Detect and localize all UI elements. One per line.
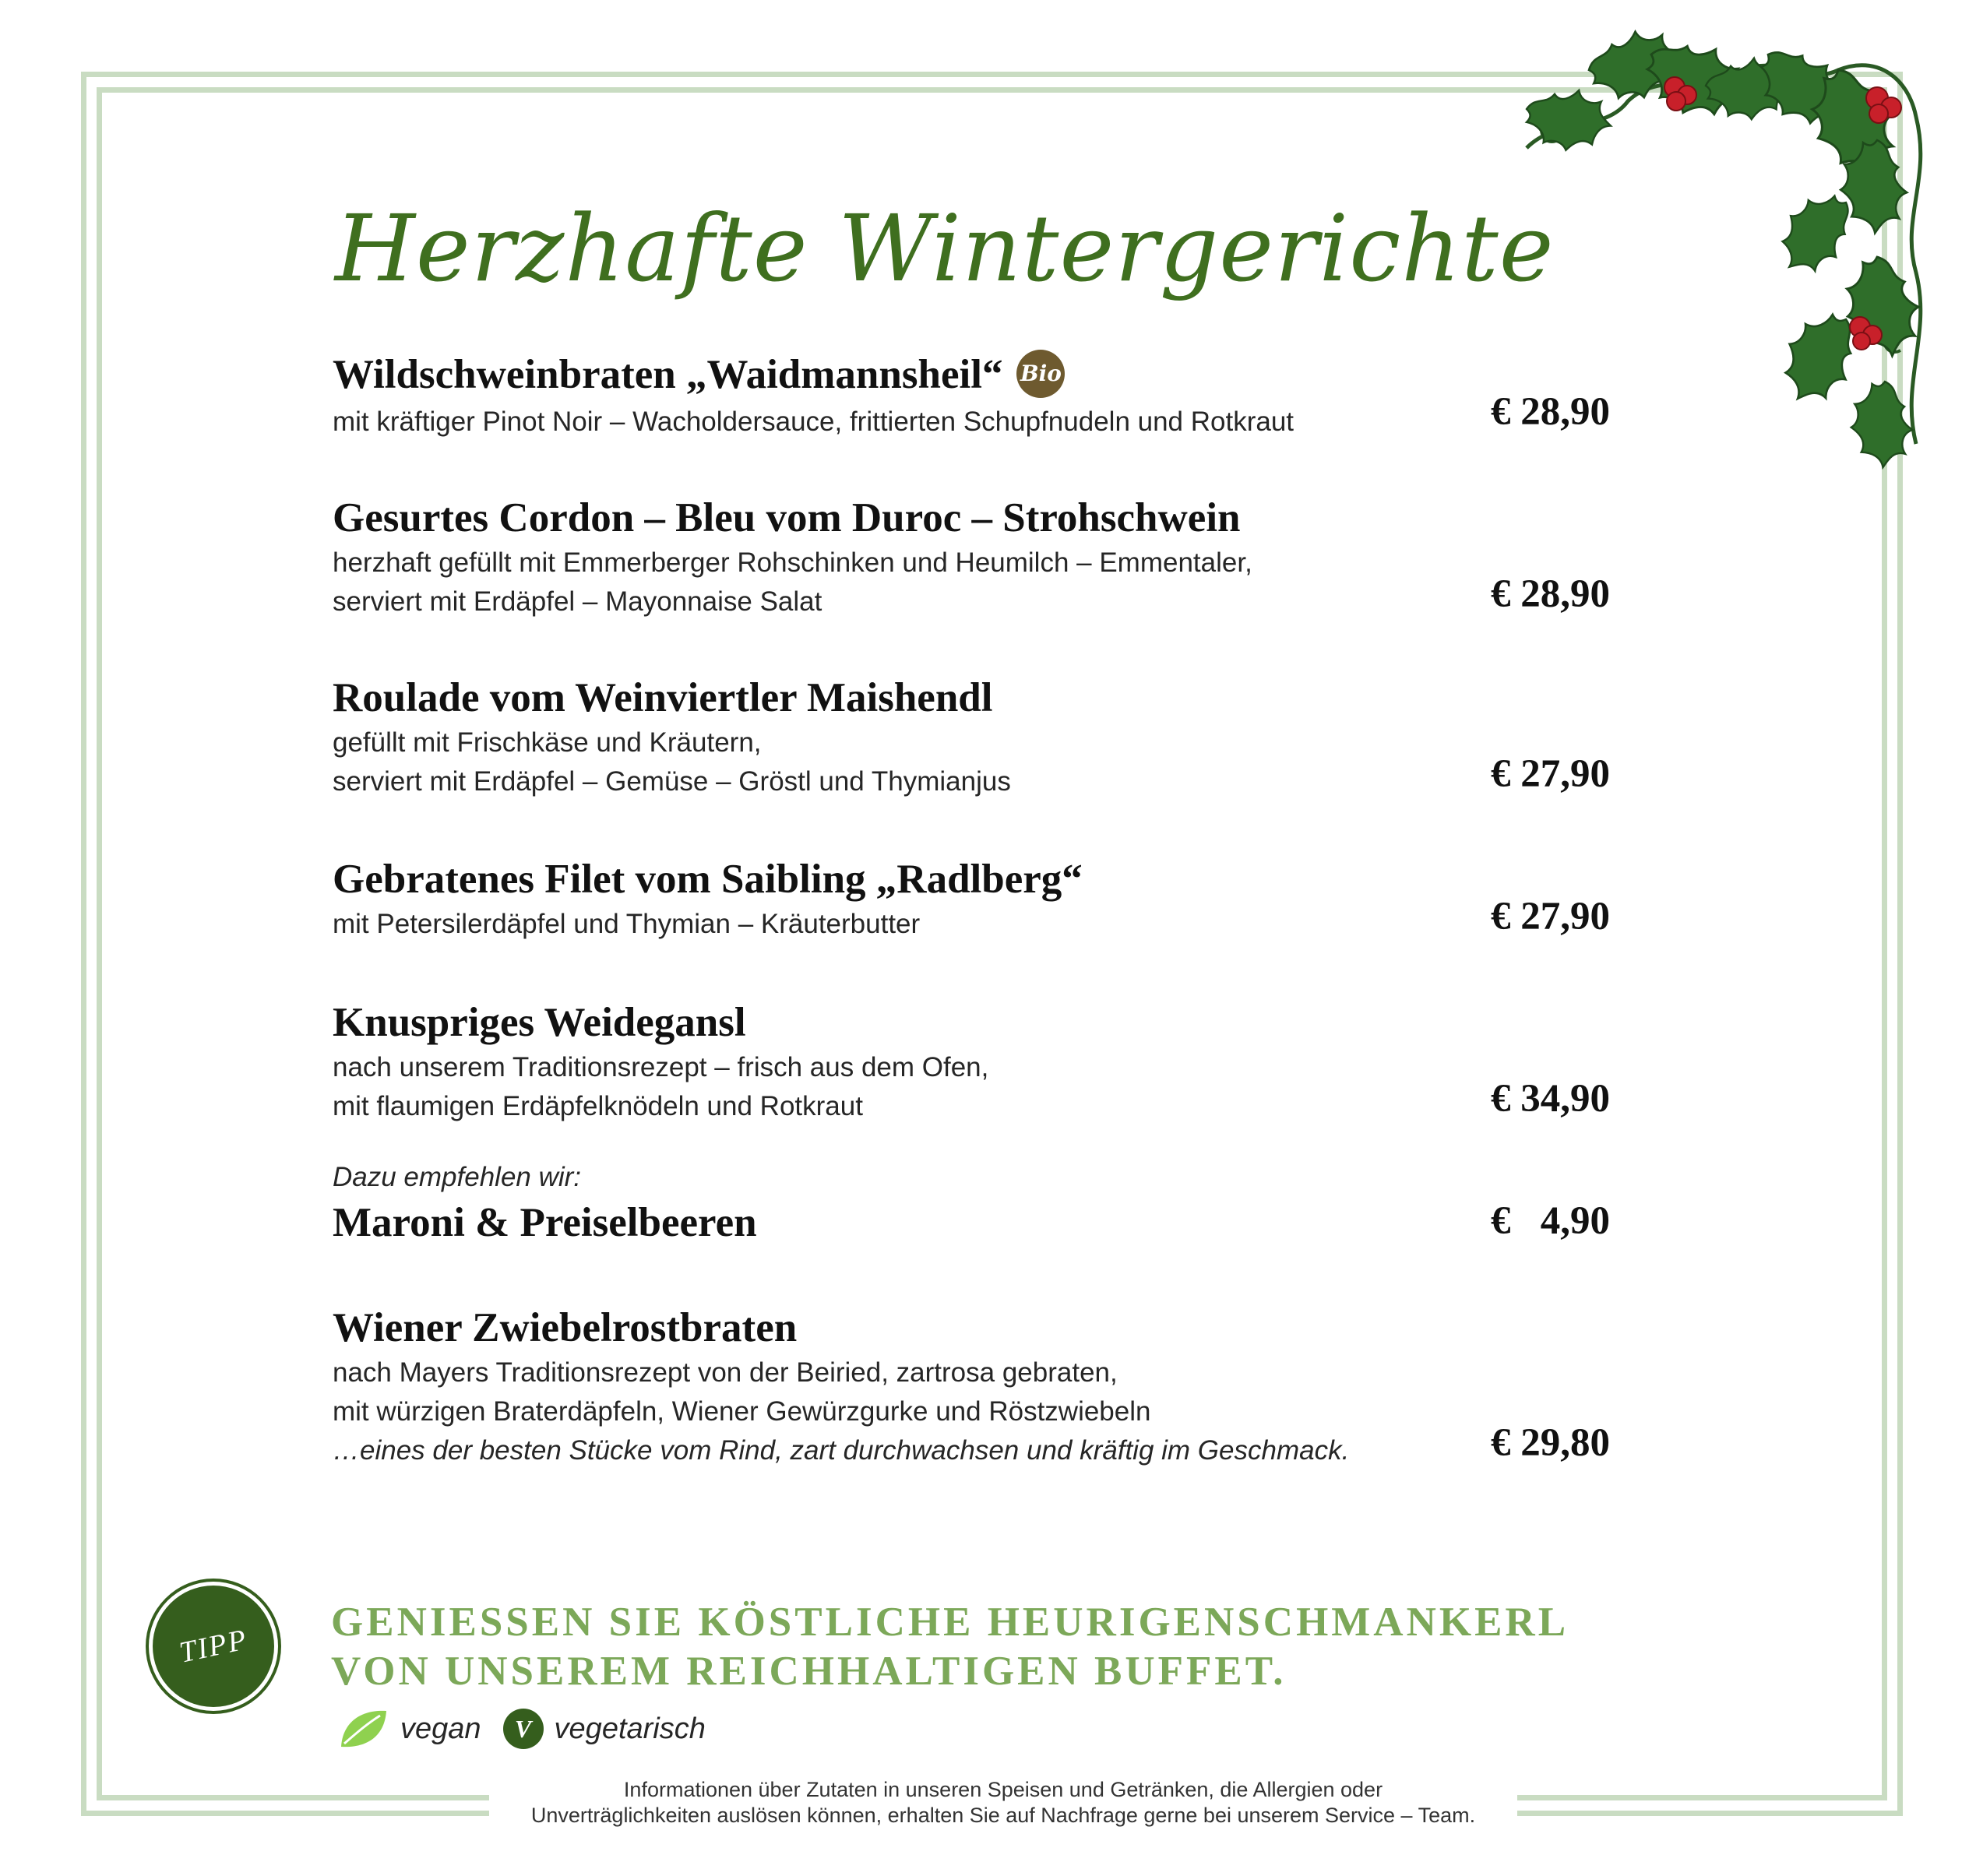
- menu-item-recommendation: [333, 1158, 1610, 1248]
- vegetarian-badge-icon: V: [503, 1709, 544, 1749]
- allergen-notice-line-2: Unverträglichkeiten auslösen können, erhalten Sie auf Nachfrage gerne bei unserem Service – Team.: [530, 1804, 1476, 1827]
- dish-name: Roulade vom Weinviertler Maishendl: [333, 675, 993, 720]
- dish-name: Gebratenes Filet vom Saibling „Radlberg“: [333, 857, 1083, 902]
- dish-description: serviert mit Erdäpfel – Mayonnaise Salat: [333, 586, 822, 617]
- dish-name: Maroni & Preiselbeeren: [333, 1200, 757, 1245]
- menu-item: [333, 349, 1610, 442]
- vegetarian-label: vegetarisch: [554, 1712, 706, 1745]
- dish-description: …eines der besten Stücke vom Rind, zart durchwachsen und kräftig im Geschmack.: [333, 1435, 1350, 1466]
- dish-name: Knuspriges Weidegansl: [333, 1000, 746, 1045]
- dish-description: serviert mit Erdäpfel – Gemüse – Gröstl und Thymianjus: [333, 766, 1011, 797]
- allergen-notice: [489, 1777, 1517, 1828]
- recommend-label: Dazu empfehlen wir:: [333, 1162, 582, 1192]
- dish-description: mit kräftiger Pinot Noir – Wacholdersauce, frittierten Schupfnudeln und Rotkraut: [333, 406, 1294, 437]
- promo-line-1: GENIESSEN SIE KÖSTLICHE HEURIGENSCHMANKERL: [331, 1600, 1569, 1645]
- promo-line-2: VON UNSEREM REICHHALTIGEN BUFFET.: [331, 1649, 1287, 1694]
- leaf-icon: [338, 1708, 389, 1750]
- menu-item: [333, 492, 1610, 621]
- dish-description: herzhaft gefüllt mit Emmerberger Rohschinken und Heumilch – Emmentaler,: [333, 547, 1252, 578]
- dish-description: nach unserem Traditionsrezept – frisch aus dem Ofen,: [333, 1052, 989, 1082]
- dish-name: Gesurtes Cordon – Bleu vom Duroc – Strohschwein: [333, 495, 1241, 540]
- allergen-notice-line-1: Informationen über Zutaten in unseren Speisen und Getränken, die Allergien oder: [623, 1778, 1383, 1801]
- dish-price: € 4,90: [1491, 1199, 1610, 1243]
- page-title: Herzhafte Wintergerichte: [335, 195, 1555, 302]
- menu-item: [333, 854, 1610, 944]
- tipp-badge-text: TIPP: [176, 1623, 251, 1670]
- dish-description: mit flaumigen Erdäpfelknödeln und Rotkraut: [333, 1091, 863, 1121]
- diet-legend: [338, 1705, 727, 1752]
- dish-name: [333, 349, 1610, 403]
- dish-description: mit Petersilerdäpfel und Thymian – Kräuterbutter: [333, 909, 921, 939]
- dish-name: Wiener Zwiebelrostbraten: [333, 1305, 798, 1350]
- menu-item: [333, 997, 1610, 1126]
- dish-name-text: Wildschweinbraten „Waidmannsheil“: [333, 352, 1003, 397]
- dish-description: gefüllt mit Frischkäse und Kräutern,: [333, 727, 762, 758]
- dish-price: € 28,90: [1491, 390, 1610, 434]
- menu-item: [333, 672, 1610, 801]
- buffet-promo: [331, 1598, 1608, 1696]
- dish-price: € 34,90: [1491, 1077, 1610, 1121]
- dish-description: nach Mayers Traditionsrezept von der Beiried, zartrosa gebraten,: [333, 1357, 1118, 1388]
- dish-price: € 27,90: [1491, 752, 1610, 796]
- bio-badge-icon: Bio: [1016, 350, 1065, 398]
- dish-price: € 27,90: [1491, 895, 1610, 938]
- dish-price: € 28,90: [1491, 572, 1610, 616]
- dish-description: mit würzigen Braterdäpfeln, Wiener Gewürzgurke und Röstzwiebeln: [333, 1396, 1151, 1427]
- vegan-label: vegan: [400, 1712, 481, 1745]
- dish-price: € 29,80: [1491, 1421, 1610, 1465]
- menu-item: [333, 1302, 1610, 1470]
- tipp-badge: [153, 1586, 274, 1707]
